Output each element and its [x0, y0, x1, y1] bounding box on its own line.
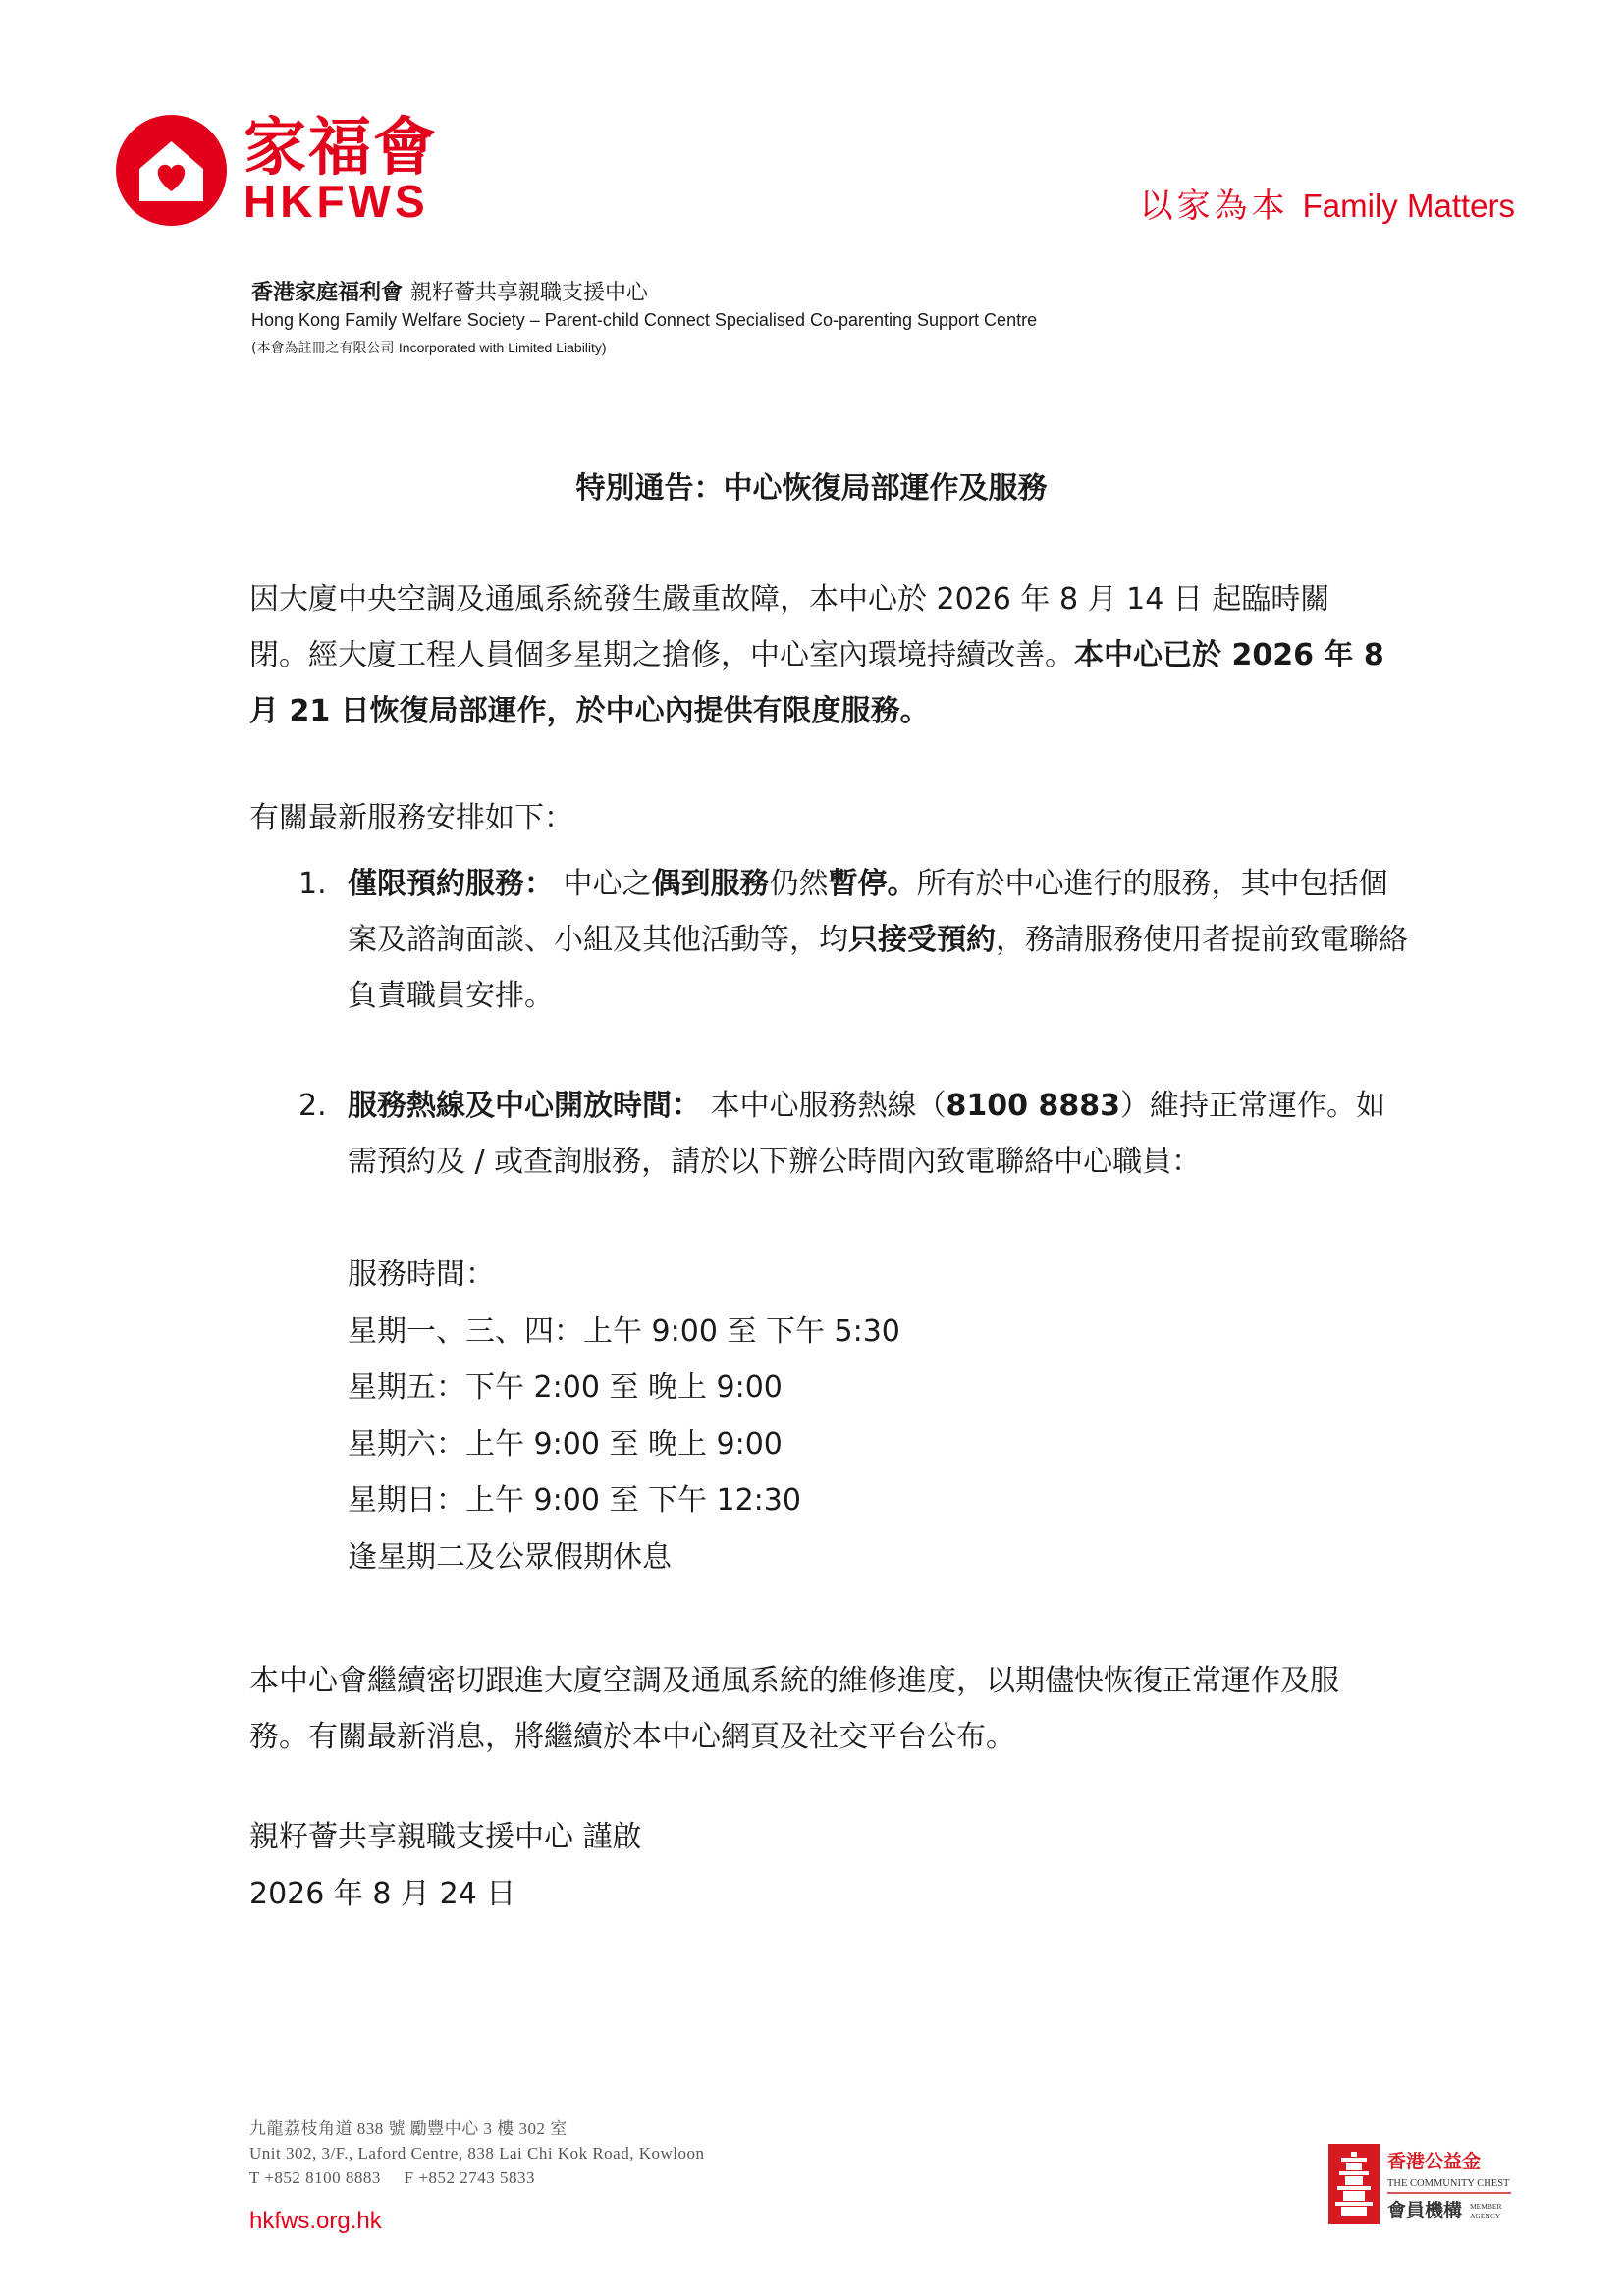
community-chest-logo — [1328, 2144, 1515, 2224]
svg-text:AGENCY: AGENCY — [1470, 2212, 1501, 2220]
signature-org: 親籽薈共享親職支援中心 謹啟 — [249, 1820, 642, 1854]
hotline-number: 8100 8883 — [946, 1089, 1120, 1123]
chest-name-en: THE COMMUNITY CHEST — [1387, 2178, 1510, 2189]
item-text: 所有於中心進行的服務，其中包括個案及諮詢面談、小組及其他活動等，均 — [348, 867, 1388, 957]
item-text: 中心之 — [554, 867, 652, 901]
hours-line: 星期五：下午 2:00 至 晚上 9:00 — [348, 1370, 783, 1405]
address-english: Unit 302, 3/F., Laford Centre, 838 Lai Chi Kok Road, Kowloon — [249, 2144, 705, 2163]
centre-name: 親籽薈共享親職支援中心 — [410, 281, 649, 305]
list-item-appointment — [249, 856, 1408, 1024]
notice-title: 特別通告：中心恢復局部運作及服務 — [575, 471, 1048, 506]
member-agency-zh: 會員機構 — [1387, 2200, 1463, 2221]
footer-address — [249, 2116, 705, 2190]
item-text: ，務請服務使用者提前致電聯絡負責職員安排。 — [348, 923, 1408, 1013]
notice-paragraph-1 — [249, 571, 1388, 739]
tagline — [1140, 187, 1515, 226]
paragraph-1-text: 因大廈中央空調及通風系統發生嚴重故障，本中心於 2026 年 8 月 14 日 起臨時關閉。經大廈工程人員個多星期之搶修，中心室內環境持續改善。 — [249, 582, 1330, 672]
list-item-hotline — [249, 1078, 1408, 1190]
item-heading: 僅限預約服務： — [348, 867, 554, 901]
org-name-chinese — [251, 280, 648, 307]
paragraph-1-bold: 本中心已於 2026 年 8 月 21 日恢復局部運作，於中心內提供有限度服務。 — [249, 638, 1384, 728]
hours-line: 星期一、三、四：上午 9:00 至 下午 5:30 — [348, 1313, 900, 1349]
org-registration — [251, 338, 607, 358]
arrangements-intro: 有關最新服務安排如下： — [249, 801, 573, 835]
item-bold-text: 暫停。 — [828, 867, 917, 901]
chest-name-zh: 香港公益金 — [1387, 2151, 1482, 2172]
svg-text:MEMBER: MEMBER — [1470, 2202, 1502, 2211]
contact-numbers — [249, 2165, 705, 2190]
hours-line: 星期六：上午 9:00 至 晚上 9:00 — [348, 1426, 783, 1462]
tagline-english: Family Matters — [1302, 187, 1515, 224]
tagline-chinese: 以家為本 — [1139, 187, 1289, 226]
list-number: 1. — [298, 867, 327, 901]
org-name-english: Hong Kong Family Welfare Society – Parent-child Connect Specialised Co-parenting Support Centre — [251, 310, 1038, 330]
notice-paragraph-2: 本中心會繼續密切跟進大廈空調及通風系統的維修進度，以期儘快恢復正常運作及服務。有關最新消息，將繼續於本中心網頁及社交平台公布。 — [249, 1664, 1339, 1754]
item-text: 本中心服務熱線（ — [701, 1089, 947, 1123]
hkfws-logo-icon — [116, 115, 227, 226]
address-chinese: 九龍荔枝角道 838 號 勵豐中心 3 樓 302 室 — [249, 2119, 568, 2138]
org-name: 香港家庭福利會 — [251, 281, 404, 305]
signature-date: 2026 年 8 月 24 日 — [249, 1877, 516, 1911]
item-bold-text: 偶到服務 — [651, 867, 770, 901]
logo-text-chinese: 家福會 — [243, 112, 438, 185]
item-text: ）維持正常運作。如需預約及 / 或查詢服務，請於以下辦公時間內致電聯絡中心職員： — [348, 1089, 1385, 1179]
service-hours — [348, 1247, 900, 1585]
hours-line: 逢星期二及公眾假期休息 — [348, 1539, 672, 1575]
item-text: 仍然 — [769, 867, 829, 901]
website-link[interactable]: hkfws.org.hk — [249, 2208, 382, 2234]
service-hours-label: 服務時間： — [348, 1257, 495, 1292]
fax: F +852 2743 5833 — [404, 2168, 535, 2187]
hours-line: 星期日：上午 9:00 至 下午 12:30 — [348, 1483, 801, 1518]
item-heading: 服務熱線及中心開放時間： — [348, 1089, 701, 1123]
org-registration-zh: (本會為註冊之有限公司 — [251, 341, 395, 356]
list-number: 2. — [298, 1089, 327, 1123]
telephone: T +852 8100 8883 — [249, 2168, 381, 2187]
item-bold-text: 只接受預約 — [848, 923, 996, 957]
logo-text-english: HKFWS — [243, 176, 429, 227]
org-registration-en: Incorporated with Limited Liability) — [398, 340, 607, 355]
